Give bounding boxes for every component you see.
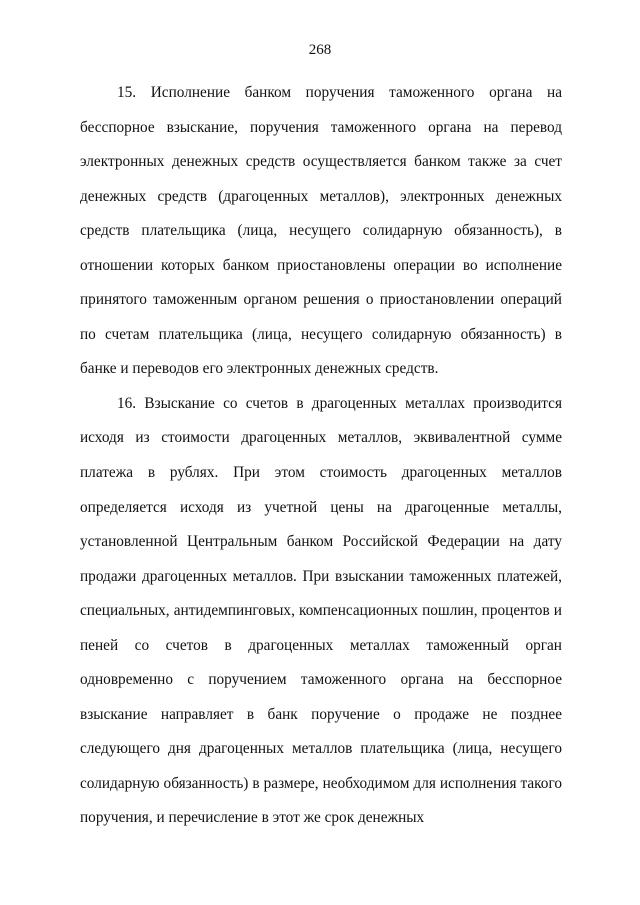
page-number: 268 [308,42,332,58]
paragraph-16: 16. Взыскание со счетов в драгоценных металлах производится исходя из стоимости драгоценных металлов, эквивалентной сумме платежа в рублях. При этом стоимость драгоценных металлов определяется исходя из учетной цены на драгоценные металлы, установленной Центральным банком Российской Федерации на дату продажи драгоценных металлов. При взыскании таможенных платежей, специальных, антидемпинговых, компенсационных пошлин, процентов и пеней со счетов в драгоценных металлах таможенный орган одновременно с поручением таможенного органа на бесспорное взыскание направляет в банк поручение о продаже не позднее следующего дня драгоценных металлов плательщика (лица, несущего солидарную обязанность) в размере, необходимом для исполнения такого поручения, и перечисление в этот же срок денежных [80,394,562,827]
paragraph-15: 15. Исполнение банком поручения таможенного органа на бесспорное взыскание, поручения таможенного органа на перевод электронных денежных средств осуществляется банком также за счет денежных средств (драгоценных металлов), электронных денежных средств плательщика (лица, несущего солидарную обязанность), в отношении которых банком приостановлены операции во исполнение принятого таможенным органом решения о приостановлении операций по счетам плательщика (лица, несущего солидарную обязанность) в банке и переводов его электронных денежных средств. [80,84,562,378]
document-body [80,76,562,836]
